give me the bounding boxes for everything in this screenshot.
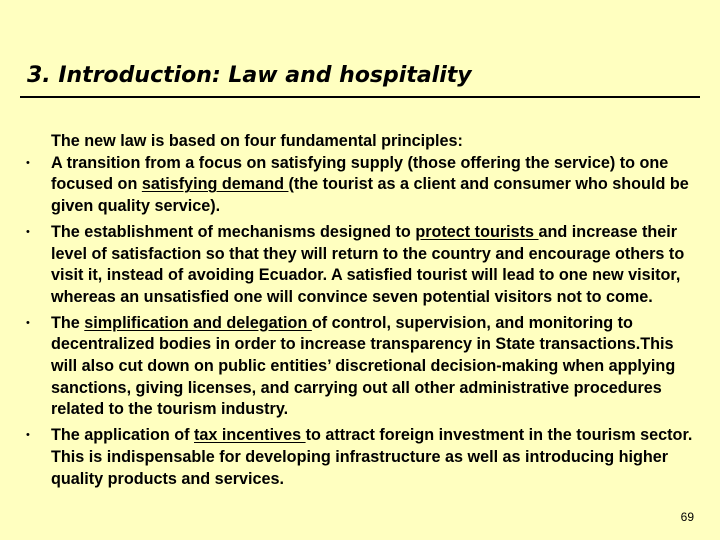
bullet-text-underlined: tax incentives xyxy=(194,426,306,445)
bullet-text-pre: The application of xyxy=(51,426,194,445)
bullet-item-2 xyxy=(26,222,701,309)
bullet-text-post: of control, supervision, and monitoring to decentralized bodies in order to increase transparency in State transactions.This will also cut down on public entities’ discretional decision-making when applying sanctions, giving licenses, and carrying out all other administrative procedures related to the tourism industry. xyxy=(51,313,676,419)
bullet-text-pre: The establishment of mechanisms designed to xyxy=(51,222,416,241)
bullet-text-underlined: protect tourists xyxy=(415,222,539,241)
bullet-item-3 xyxy=(26,313,701,422)
bullet-item-4 xyxy=(26,425,701,490)
page-number: 69 xyxy=(680,510,694,524)
bullet-text-post: (the tourist as a client and consumer who should be given quality service). xyxy=(51,175,689,216)
bullet-icon: • xyxy=(26,156,30,169)
slide-title: 3. Introduction: Law and hospitality xyxy=(27,63,472,88)
bullet-text-pre: A transition from a focus on satisfying supply (those offering the service) to one focused on xyxy=(51,153,669,194)
slide-body xyxy=(26,131,701,494)
bullet-text-pre: The xyxy=(51,313,85,332)
bullet-icon: • xyxy=(26,225,30,238)
bullet-text-post: to attract foreign investment in the tourism sector. This is indispensable for developing infrastructure as well as introducing higher quality products and services. xyxy=(51,426,693,488)
intro-text: The new law is based on four fundamental principles: xyxy=(51,132,463,150)
bullet-text-underlined: simplification and delegation xyxy=(84,313,312,332)
bullet-item-1 xyxy=(26,153,701,218)
title-underline-rule xyxy=(20,96,700,98)
bullet-icon: • xyxy=(26,316,30,329)
bullet-text-underlined: satisfying demand xyxy=(141,175,289,194)
principles-list xyxy=(26,153,701,491)
bullet-icon: • xyxy=(26,429,30,442)
bullet-text-post: and increase their level of satisfaction so that they will return to the country and encourage others to visit it, instead of avoiding Ecuador. A satisfied tourist will lead to one new visitor, whereas an unsatisfied one will convince seven potential visitors not to come. xyxy=(51,222,685,306)
